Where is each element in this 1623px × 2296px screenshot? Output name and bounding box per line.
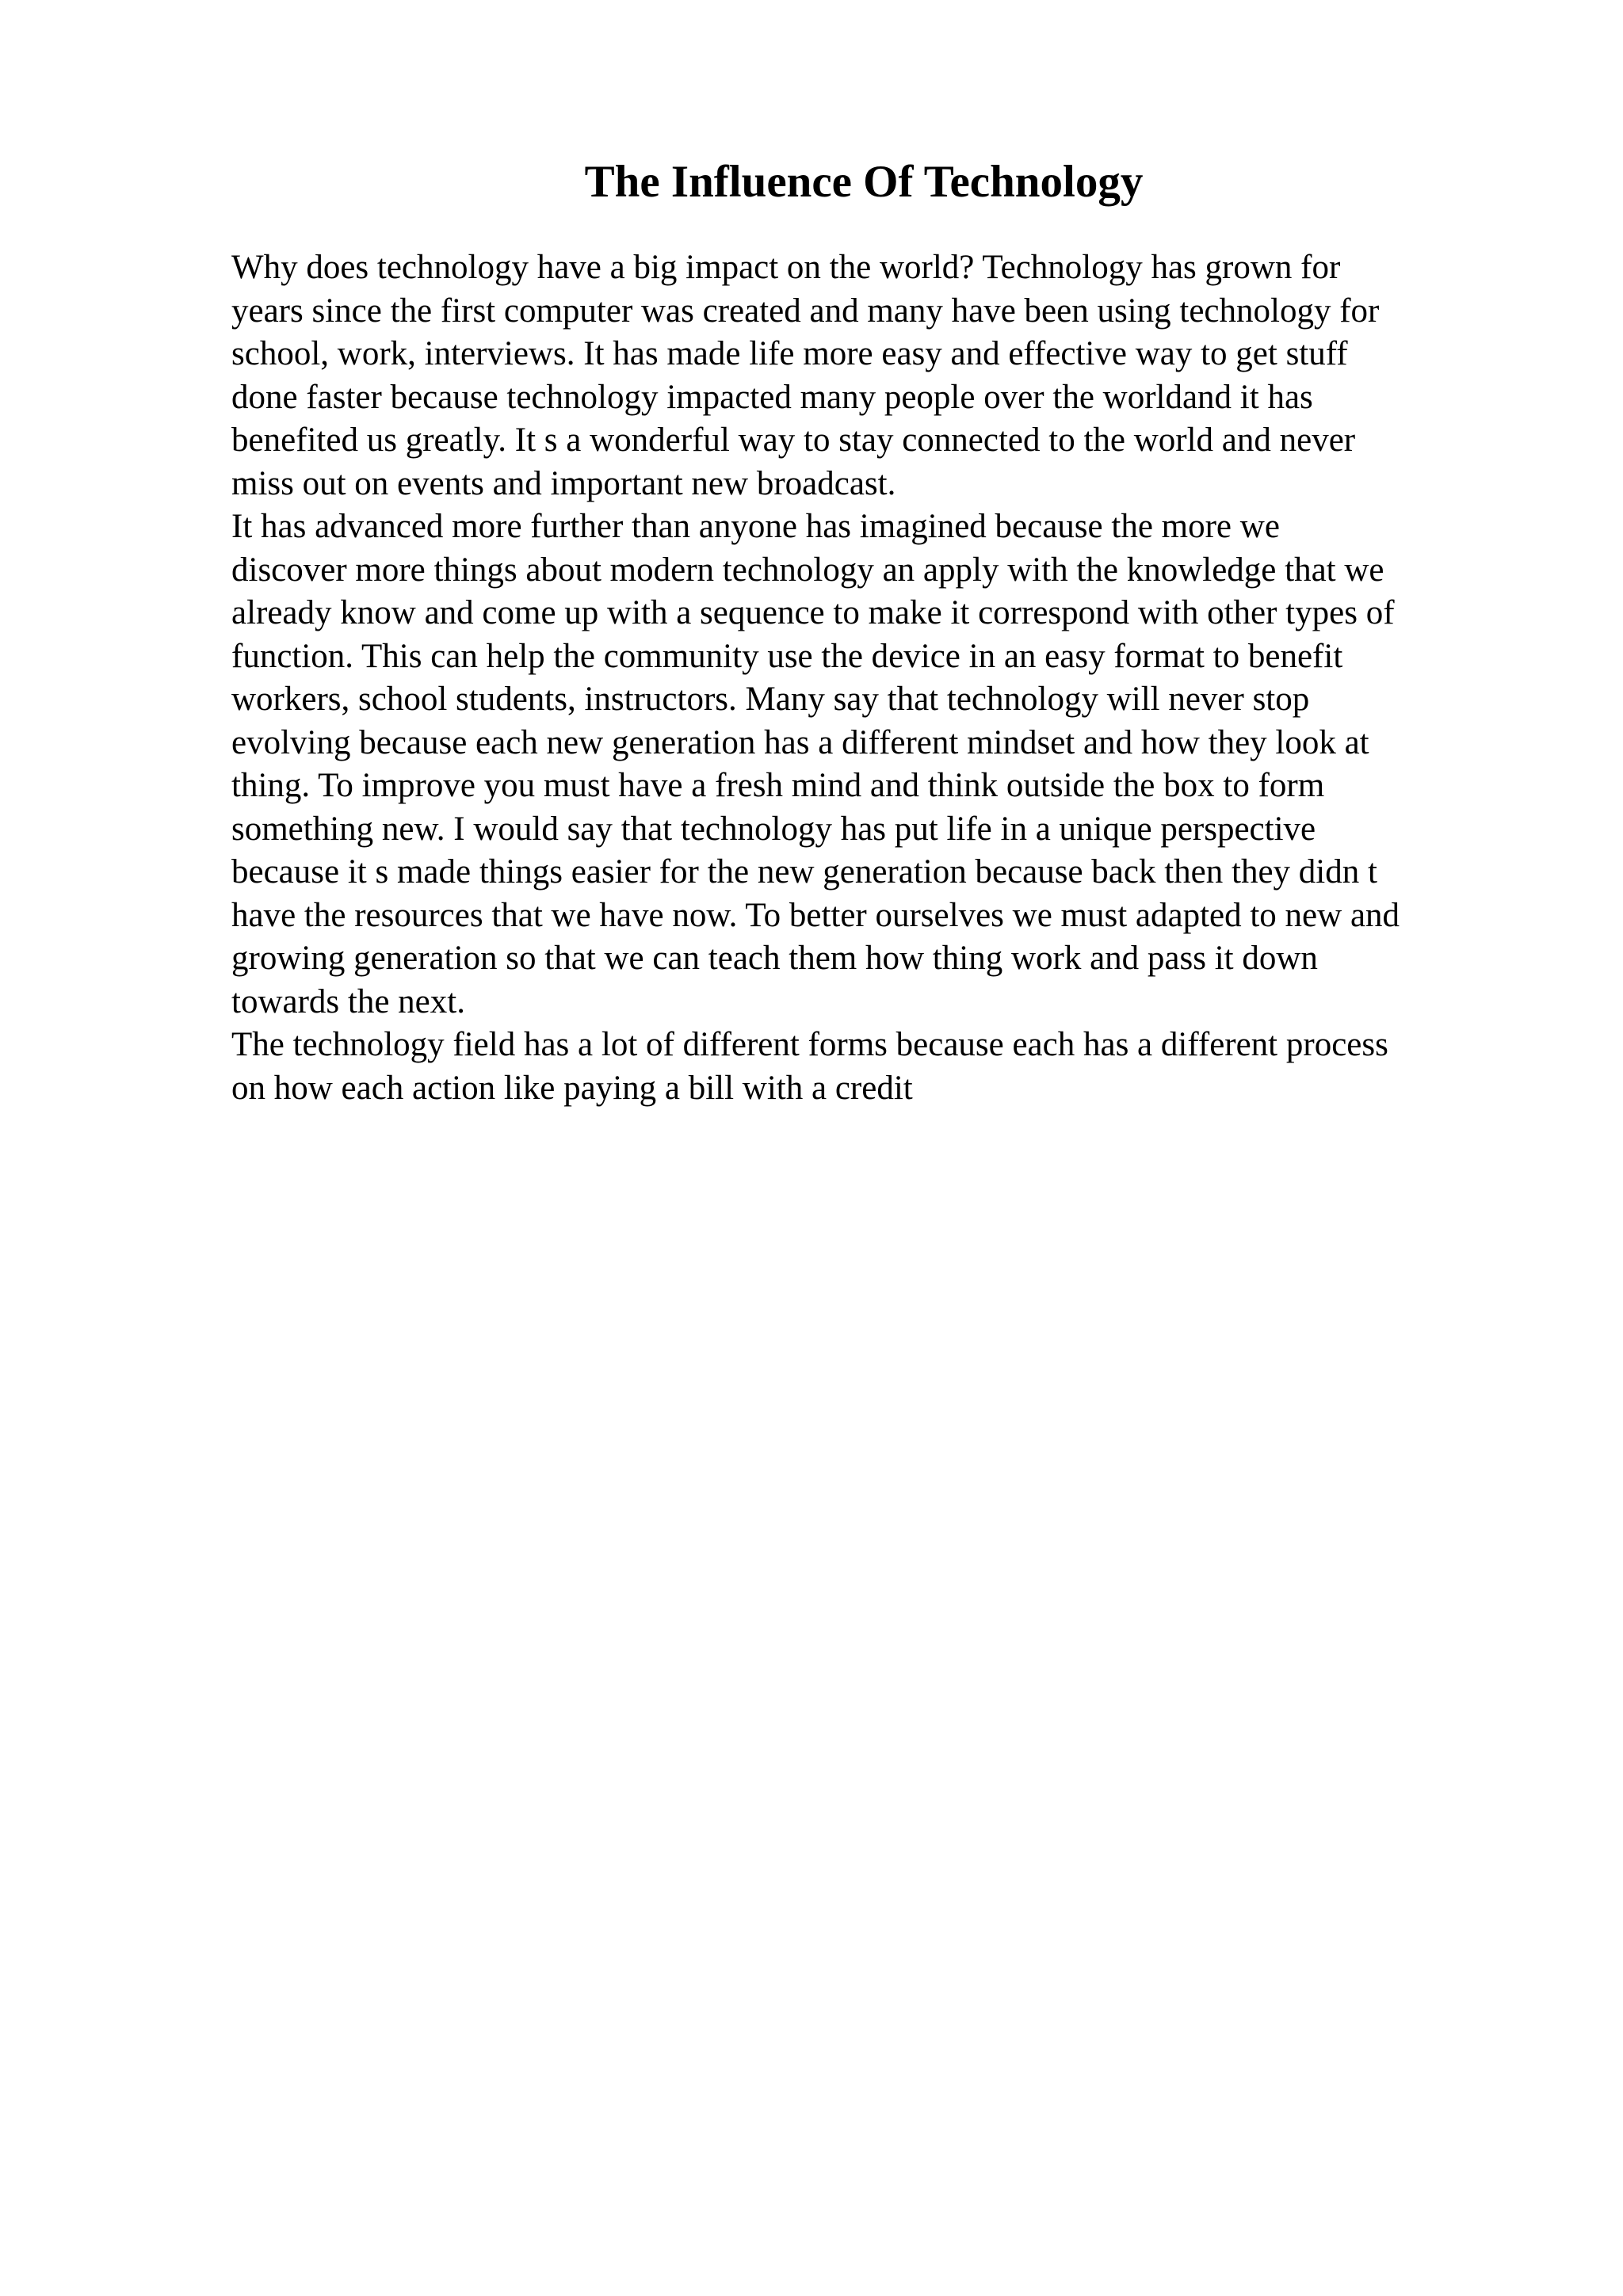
text-line: already know and come up with a sequence to make it correspond with other types of: [231, 594, 1395, 631]
text-line: growing generation so that we can teach them how thing work and pass it down: [231, 940, 1318, 977]
document-title: The Influence Of Technology: [584, 157, 1144, 207]
text-line: benefited us greatly. It s a wonderful way to stay connected to the world and never: [231, 421, 1356, 459]
text-line: discover more things about modern technology an apply with the knowledge that we: [231, 551, 1384, 589]
text-line: thing. To improve you must have a fresh mind and think outside the box to form: [231, 767, 1325, 804]
text-line: towards the next.: [231, 982, 465, 1020]
text-line: done faster because technology impacted many people over the worldand it has: [231, 378, 1313, 416]
text-line: school, work, interviews. It has made life more easy and effective way to get stuff: [231, 335, 1348, 372]
text-line: something new. I would say that technology has put life in a unique perspective: [231, 810, 1316, 848]
text-line: evolving because each new generation has a different mindset and how they look at: [231, 723, 1369, 761]
text-line: have the resources that we have now. To better ourselves we must adapted to new and: [231, 896, 1400, 934]
text-line: The technology field has a lot of different forms because each has a different process: [231, 1026, 1388, 1063]
text-line: Why does technology have a big impact on the world? Technology has grown for: [231, 249, 1341, 286]
text-line: because it s made things easier for the new generation because back then they didn t: [231, 853, 1377, 891]
text-line: It has advanced more further than anyone has imagined because the more we: [231, 508, 1280, 545]
text-line: years since the first computer was created and many have been using technology for: [231, 292, 1380, 330]
text-line: function. This can help the community use the device in an easy format to benefit: [231, 637, 1343, 675]
text-line: on how each action like paying a bill with a credit: [231, 1069, 913, 1107]
text-line: workers, school students, instructors. Many say that technology will never stop: [231, 681, 1310, 718]
document-body: [231, 246, 1531, 1110]
text-line: miss out on events and important new broadcast.: [231, 464, 896, 502]
